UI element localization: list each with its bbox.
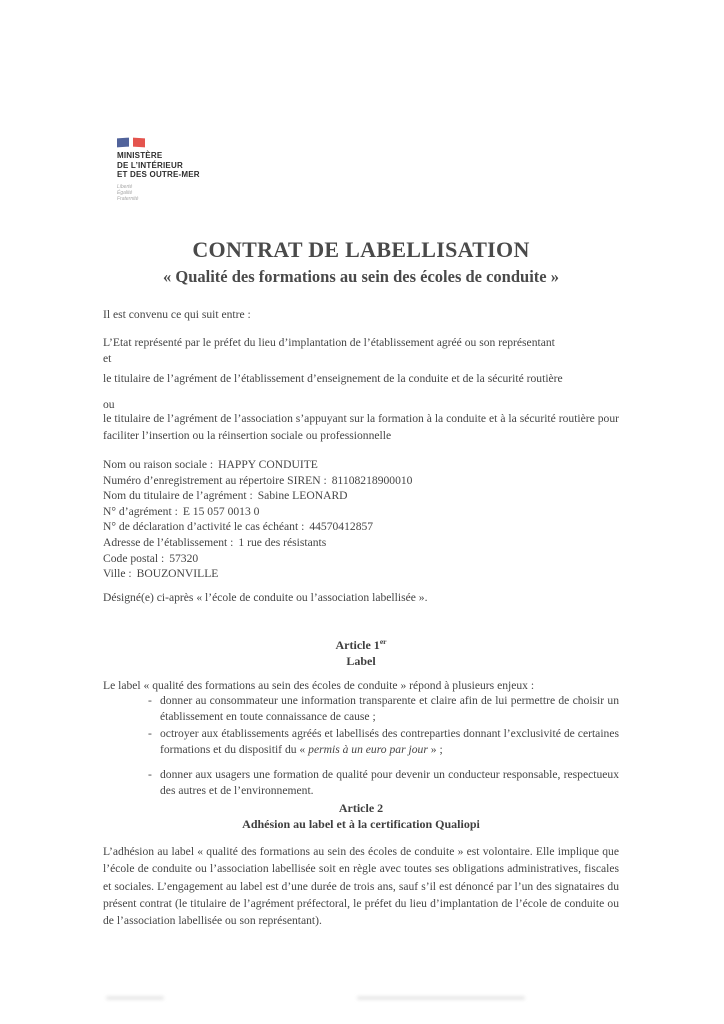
document-subtitle: « Qualité des formations au sein des écoles de conduite » bbox=[163, 267, 559, 286]
field-label: N° de déclaration d’activité le cas échéant : bbox=[103, 520, 305, 534]
field-value: BOUZONVILLE bbox=[136, 567, 219, 581]
field-value: 57320 bbox=[169, 551, 199, 565]
party-state: L’Etat représenté par le préfet du lieu d’implantation de l’établissement agréé ou son représentant bbox=[103, 336, 555, 349]
article2-heading bbox=[103, 800, 619, 832]
ministry-name-line: ET DES OUTRE-MER bbox=[117, 170, 200, 179]
bullet-dash: - bbox=[148, 767, 152, 781]
field-value: E 15 057 0013 0 bbox=[182, 504, 260, 518]
field-value: Sabine LEONARD bbox=[257, 489, 348, 503]
ministry-name bbox=[117, 151, 200, 180]
article2-subtitle: Adhésion au label et à la certification Qualiopi bbox=[242, 817, 480, 831]
scan-artifact bbox=[357, 996, 525, 1000]
bullet-text: donner aux usagers une formation de qualité pour devenir un conducteur responsable, respectueux des autres et de l’environnement. bbox=[160, 767, 619, 798]
ministry-motto bbox=[117, 184, 200, 202]
field-label: Adresse de l’établissement : bbox=[103, 535, 234, 549]
party-establishment: le titulaire de l’agrément de l’établissement d’enseignement de la conduite et de la sécurité routière bbox=[103, 372, 563, 385]
ministry-name-line: DE L’INTÉRIEUR bbox=[117, 160, 183, 170]
motto-line: Liberté bbox=[117, 183, 133, 190]
bullet-text: octroyer aux établissements agréés et labellisés des contreparties donnant l’exclusivité de certaines formations et du dispositif du « bbox=[160, 726, 619, 757]
bullet-dash: - bbox=[148, 694, 152, 707]
bullet-item-usagers bbox=[103, 767, 619, 800]
field-label: Nom ou raison sociale : bbox=[103, 458, 214, 471]
designation-clause: Désigné(e) ci-après « l’école de conduite ou l’association labellisée ». bbox=[103, 591, 428, 604]
article1-heading bbox=[103, 634, 619, 669]
article2-title: Article 2 bbox=[338, 801, 384, 815]
conjunction-ou: ou bbox=[103, 398, 115, 411]
flag-red-stripe bbox=[133, 138, 145, 148]
conjunction-et: et bbox=[103, 352, 112, 365]
bullet-item-consommateur bbox=[103, 693, 619, 726]
ministry-name-line: MINISTÈRE bbox=[117, 151, 163, 160]
article1-title bbox=[103, 634, 619, 653]
field-value: 81108218900010 bbox=[331, 473, 413, 487]
registration-line-ville bbox=[103, 566, 619, 582]
motto-line: Égalité bbox=[117, 189, 133, 196]
registration-line-nom bbox=[103, 457, 619, 473]
party-association: le titulaire de l’agrément de l’association s’appuyant sur la formation à la conduite et à la sécurité routière pour faciliter l’insertion ou la réinsertion sociale ou professionnelle bbox=[103, 412, 619, 443]
bullet-item-contreparties bbox=[103, 726, 619, 759]
bullet-text: » ; bbox=[427, 743, 443, 757]
bullet-text-italic: permis à un euro par jour bbox=[308, 743, 428, 757]
scan-artifact bbox=[106, 996, 164, 1000]
field-label: Numéro d’enregistrement au répertoire SIREN : bbox=[103, 473, 327, 487]
bullet-dash: - bbox=[148, 726, 152, 740]
french-flag-icon bbox=[117, 138, 200, 147]
field-value: HAPPY CONDUITE bbox=[218, 458, 318, 471]
flag-blue-stripe bbox=[117, 138, 129, 148]
bullet-text: donner au consommateur une information transparente et claire afin de lui permettre de choisir un établissement en toute connaissance de cause ; bbox=[160, 694, 619, 724]
registration-line-declaration bbox=[103, 519, 619, 535]
article1-bullet-list bbox=[103, 693, 619, 799]
motto-line: Fraternité bbox=[117, 195, 139, 202]
field-label: Nom du titulaire de l’agrément : bbox=[103, 489, 253, 503]
registration-line-siren bbox=[103, 473, 619, 489]
registration-block bbox=[103, 457, 619, 582]
document-title: CONTRAT DE LABELLISATION bbox=[192, 237, 530, 262]
article1-intro: Le label « qualité des formations au sein des écoles de conduite » répond à plusieurs enjeux : bbox=[103, 679, 535, 692]
field-value: 44570412857 bbox=[309, 520, 374, 534]
article2-body: L’adhésion au label « qualité des formations au sein des écoles de conduite » est volontaire. Elle implique que l’école de conduite ou l’association labellisée soit en règle avec toutes ses obligations administratives, fiscales et sociales. L’engagement au label est d’une durée de trois ans, sauf s’il est dénoncé par l’un des signataires du présent contrat (le titulaire de l’agrément préfectoral, le préfet du lieu d’implantation de l’école de conduite ou de l’association labellisée ou son représentant). bbox=[103, 845, 619, 928]
article1-title-superscript: er bbox=[379, 637, 387, 646]
field-value: 1 rue des résistants bbox=[238, 535, 327, 549]
article1-subtitle: Label bbox=[346, 654, 376, 668]
field-label: Ville : bbox=[103, 567, 132, 581]
registration-line-agrement bbox=[103, 504, 619, 520]
ministry-logo bbox=[117, 138, 200, 202]
registration-line-titulaire bbox=[103, 488, 619, 504]
article1-title-text: Article 1 bbox=[335, 638, 380, 652]
field-label: Code postal : bbox=[103, 551, 165, 565]
registration-line-adresse bbox=[103, 535, 619, 551]
field-label: N° d’agrément : bbox=[103, 504, 178, 518]
intro-opening: Il est convenu ce qui suit entre : bbox=[103, 308, 251, 321]
registration-line-code-postal bbox=[103, 551, 619, 567]
title-block bbox=[103, 237, 619, 287]
